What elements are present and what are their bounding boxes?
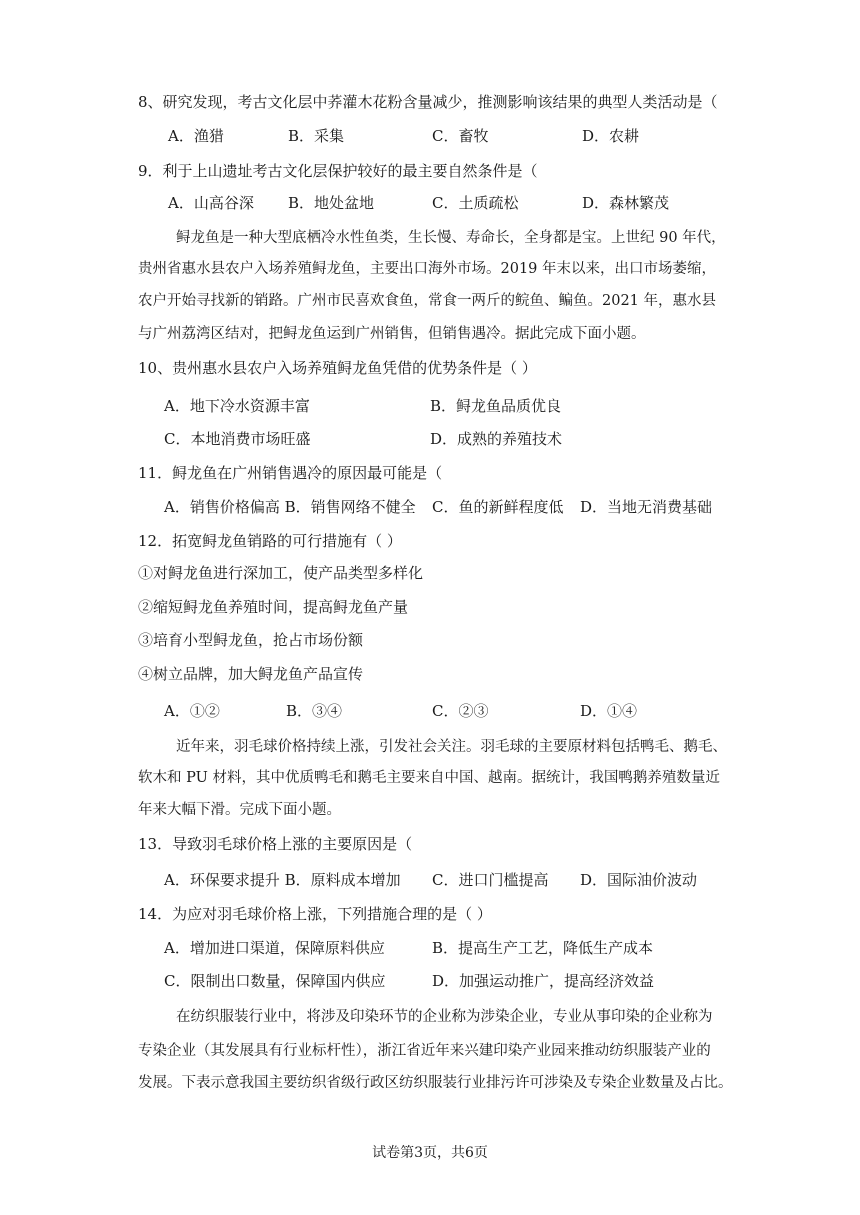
passage-3-line-3: 发展。下表示意我国主要纺织省级行政区纺织服装行业排污许可涉染及专染企业数量及占比。 [138,1075,733,1091]
question-9-option-b: B．地处盆地 [288,194,375,212]
page-footer: 试卷第3页，共6页 [372,1145,488,1161]
question-10-option-d: D．成熟的养殖技术 [430,430,563,448]
question-12-option-d: D．①④ [580,702,638,720]
question-9-option-a: A．山高谷深 [168,194,254,212]
passage-2-line-1: 近年来，羽毛球价格持续上涨，引发社会关注。羽毛球的主要原材料包括鸭毛、鹅毛、 [176,739,727,755]
passage-1-line-2: 贵州省惠水县农户入场养殖鲟龙鱼，主要出口海外市场。2019 年末以来，出口市场萎缩， [138,261,717,277]
question-9-stem: 9．利于上山遗址考古文化层保护较好的最主要自然条件是（ [138,162,538,180]
question-12-item-1: ①对鲟龙鱼进行深加工，使产品类型多样化 [138,564,424,582]
passage-3-line-2: 专染企业（其发展具有行业标杆性），浙江省近年来兴建印染产业园来推动纺织服装产业的 [138,1043,711,1059]
question-13-option-c: C．进口门槛提高 [432,871,549,889]
question-12-stem: 12．拓宽鲟龙鱼销路的可行措施有（ ） [138,532,402,550]
question-11-option-c: C．鱼的新鲜程度低 [432,498,564,516]
question-8-option-d: D．农耕 [582,127,640,145]
question-14-option-c: C．限制出口数量，保障国内供应 [164,972,386,990]
passage-3-line-1: 在纺织服装行业中，将涉及印染环节的企业称为涉染企业，专业从事印染的企业称为 [176,1009,713,1025]
question-13-option-ab: A．环保要求提升 B．原料成本增加 [164,871,401,889]
question-14-option-b: B．提高生产工艺，降低生产成本 [432,939,654,957]
question-10-option-b: B．鲟龙鱼品质优良 [430,397,562,415]
question-8-option-a: A．渔猎 [168,127,224,145]
question-12-item-4: ④树立品牌，加大鲟龙鱼产品宣传 [138,665,364,683]
passage-2-line-2: 软木和 PU 材料，其中优质鸭毛和鹅毛主要来自中国、越南。据统计，我国鸭鹅养殖数量近 [138,770,720,786]
passage-1-line-4: 与广州荔湾区结对，把鲟龙鱼运到广州销售，但销售遇冷。据此完成下面小题。 [138,326,646,342]
question-13-stem: 13．导致羽毛球价格上涨的主要原因是（ [138,835,413,853]
question-11-option-ab: A．销售价格偏高 B．销售网络不健全 [164,498,416,516]
question-10-option-a: A．地下冷水资源丰富 [164,397,310,415]
question-12-option-b: B．③④ [286,702,343,720]
question-14-option-d: D．加强运动推广，提高经济效益 [432,972,655,990]
question-10-stem: 10、贵州惠水县农户入场养殖鲟龙鱼凭借的优势条件是（ ） [138,359,537,377]
passage-1-line-1: 鲟龙鱼是一种大型底栖冷水性鱼类，生长慢、寿命长，全身都是宝。上世纪 90 年代， [176,230,726,246]
question-14-stem: 14．为应对羽毛球价格上涨，下列措施合理的是（ ） [138,905,492,923]
question-8-option-b: B．采集 [288,127,345,145]
question-9-option-c: C．土质疏松 [432,194,519,212]
question-12-item-3: ③培育小型鲟龙鱼，抢占市场份额 [138,631,364,649]
question-10-option-c: C．本地消费市场旺盛 [164,430,311,448]
question-11-option-d: D．当地无消费基础 [580,498,713,516]
question-12-option-a: A．①② [164,702,220,720]
question-8-option-c: C．畜牧 [432,127,489,145]
question-11-stem: 11．鲟龙鱼在广州销售遇冷的原因最可能是（ [138,464,443,482]
question-14-option-a: A．增加进口渠道，保障原料供应 [164,939,385,957]
question-9-option-d: D．森林繁茂 [582,194,670,212]
passage-1-line-3: 农户开始寻找新的销路。广州市民喜欢食鱼，常食一两斤的鲩鱼、鳊鱼。2021 年，惠水县 [138,293,717,309]
question-8-stem: 8、研究发现，考古文化层中荞灌木花粉含量减少，推测影响该结果的典型人类活动是（ [138,93,718,111]
passage-2-line-3: 年来大幅下滑。完成下面小题。 [138,802,341,818]
question-13-option-d: D．国际油价波动 [580,871,698,889]
question-12-option-c: C．②③ [432,702,489,720]
question-12-item-2: ②缩短鲟龙鱼养殖时间，提高鲟龙鱼产量 [138,598,409,616]
